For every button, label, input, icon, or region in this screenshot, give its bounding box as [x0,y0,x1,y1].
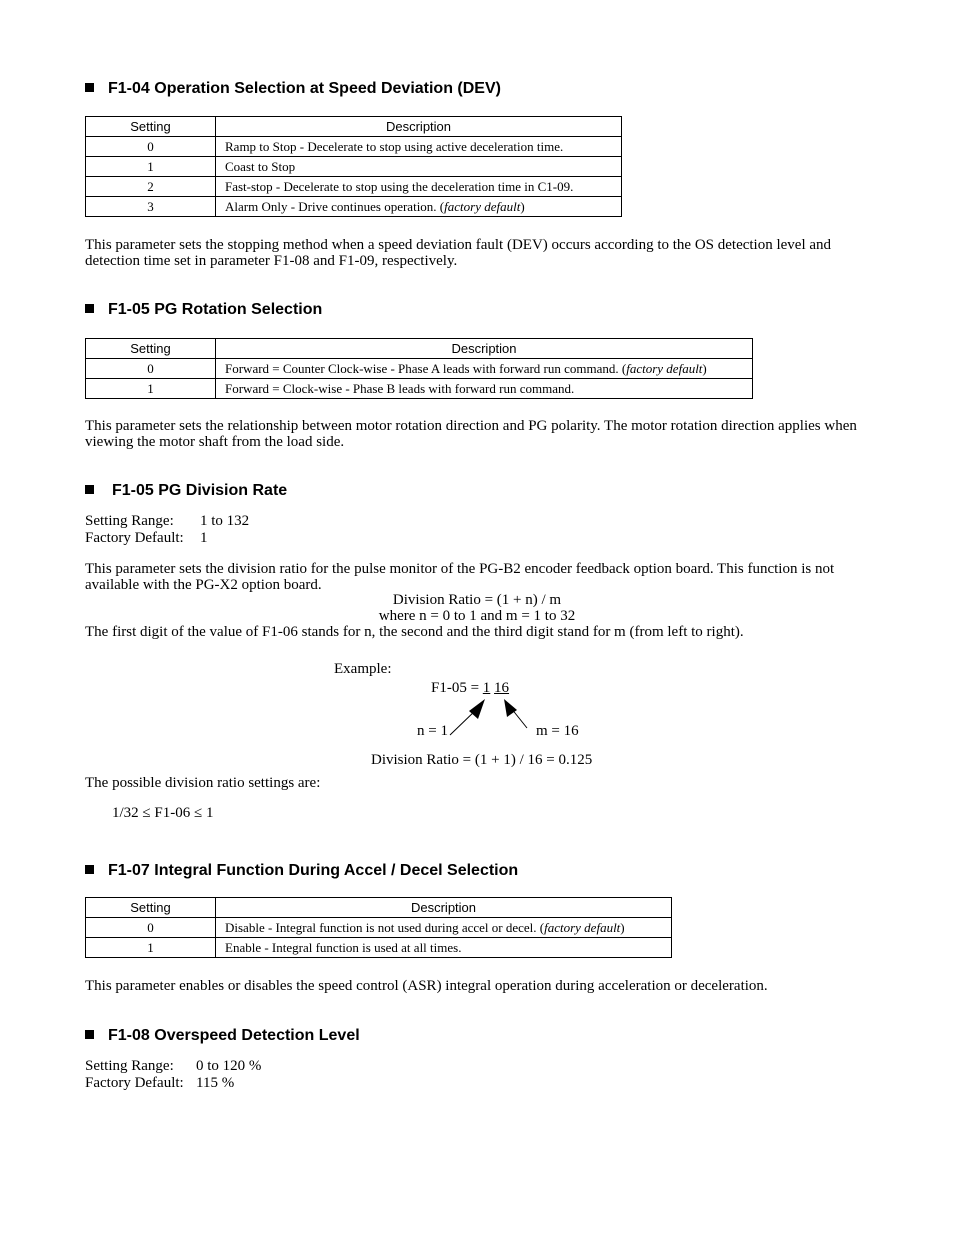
m-arrowhead-icon [504,699,517,717]
section-heading-f1-08 [85,1027,360,1045]
setting-range-value: 0 to 120 % [196,1058,262,1074]
factory-default-value: 115 % [196,1075,235,1091]
column-header-setting: Setting [86,339,216,359]
description-text: Ramp to Stop - Decelerate to stop using active deceleration time. [225,139,564,154]
factory-default-note: factory default [626,361,703,376]
column-header-description: Description [216,339,753,359]
factory-default-note: factory default [444,199,521,214]
heading-text: F1-05 PG Rotation Selection [108,301,323,318]
bullet-square-icon [85,1030,94,1039]
settings-table-f1-07 [85,897,672,958]
n-arrowhead-icon [469,699,485,719]
description-text: Forward = Counter Clock-wise - Phase A leads with forward run command. ( [225,361,627,376]
column-header-description: Description [216,117,622,137]
paragraph: This parameter sets the division ratio for the pulse monitor of the PG-B2 encoder feedback option board. This function is not available with the PG-X2 option board. [85,561,835,593]
formula-where: where n = 0 to 1 and m = 1 to 32 [378,608,576,624]
settings-table-f1-04 [85,116,622,217]
setting-range-value: 1 to 132 [200,513,250,529]
table-row [86,379,753,399]
bullet-square-icon [85,304,94,313]
column-header-setting: Setting [86,898,216,918]
setting-cell: 3 [86,197,216,217]
paragraph: This parameter sets the stopping method when a speed deviation fault (DEV) occurs according to the OS detection level and detection time set in parameter F1-08 and F1-09, respectively. [85,237,832,269]
arrows-diagram [440,690,540,740]
table-header-row [86,898,672,918]
example-result: Division Ratio = (1 + 1) / 16 = 0.125 [371,752,593,768]
factory-default-note: factory default [544,920,621,935]
m-label: m = 16 [536,723,579,739]
table-row [86,918,672,938]
section-heading-division-rate [85,482,287,500]
description-cell [216,177,622,197]
factory-default-value: 1 [200,530,208,546]
possible-settings-text: The possible division ratio settings are: [85,775,321,791]
example-prefix: F1-05 = [431,680,483,696]
heading-text: F1-04 Operation Selection at Speed Deviation (DEV) [108,80,501,97]
table-row [86,157,622,177]
section-heading-f1-07 [85,862,518,880]
factory-default-label: Factory Default: [85,1075,184,1091]
formula: Division Ratio = (1 + n) / m [392,592,562,608]
division-ratio-range: 1/32 ≤ F1-06 ≤ 1 [112,805,214,821]
setting-cell: 1 [86,379,216,399]
example-label: Example: [334,661,392,677]
description-text: Disable - Integral function is not used during accel or decel. ( [225,920,545,935]
setting-cell: 1 [86,938,216,958]
description-text: Coast to Stop [225,159,296,174]
description-text: Alarm Only - Drive continues operation. ( [225,199,445,214]
description-text: Enable - Integral function is used at all times. [225,940,462,955]
description-cell [216,157,622,177]
table-row [86,137,622,157]
description-cell [216,137,622,157]
bullet-square-icon [85,865,94,874]
description-cell [216,359,753,379]
description-suffix: ) [702,361,707,376]
description-text: Fast-stop - Decelerate to stop using the deceleration time in C1-09. [225,179,574,194]
setting-cell: 2 [86,177,216,197]
column-header-setting: Setting [86,117,216,137]
table-header-row [86,339,753,359]
section-heading-f1-05 [85,301,322,319]
settings-table-f1-05 [85,338,753,399]
bullet-square-icon [85,83,94,92]
setting-cell: 0 [86,359,216,379]
table-row [86,938,672,958]
heading-text: F1-05 PG Division Rate [112,482,288,499]
setting-cell: 0 [86,137,216,157]
bullet-square-icon [85,485,94,494]
description-cell [216,197,622,217]
example-m: 16 [494,680,510,696]
section-heading-f1-04 [85,80,501,98]
description-cell [216,379,753,399]
factory-default-label: Factory Default: [85,530,184,546]
paragraph: This parameter enables or disables the speed control (ASR) integral operation during acceleration or deceleration. [85,978,768,994]
setting-cell: 0 [86,918,216,938]
description-cell [216,918,672,938]
description-suffix: ) [620,920,625,935]
heading-text: F1-07 Integral Function During Accel / Decel Selection [108,862,519,879]
table-header-row [86,117,622,137]
paragraph: This parameter sets the relationship between motor rotation direction and PG polarity. The motor rotation direction applies when viewing the motor shaft from the load side. [85,418,857,450]
table-row [86,197,622,217]
column-header-description: Description [216,898,672,918]
description-suffix: ) [520,199,525,214]
table-row [86,177,622,197]
setting-range-label: Setting Range: [85,1058,174,1074]
setting-cell: 1 [86,157,216,177]
paragraph: The first digit of the value of F1-06 stands for n, the second and the third digit stand for m (from left to right). [85,624,744,640]
setting-range-label: Setting Range: [85,513,174,529]
heading-text: F1-08 Overspeed Detection Level [108,1027,360,1044]
table-row [86,359,753,379]
description-text: Forward = Clock-wise - Phase B leads with forward run command. [225,381,575,396]
n-label: n = 1 [417,723,448,739]
example-n: 1 [482,680,491,696]
description-cell [216,938,672,958]
